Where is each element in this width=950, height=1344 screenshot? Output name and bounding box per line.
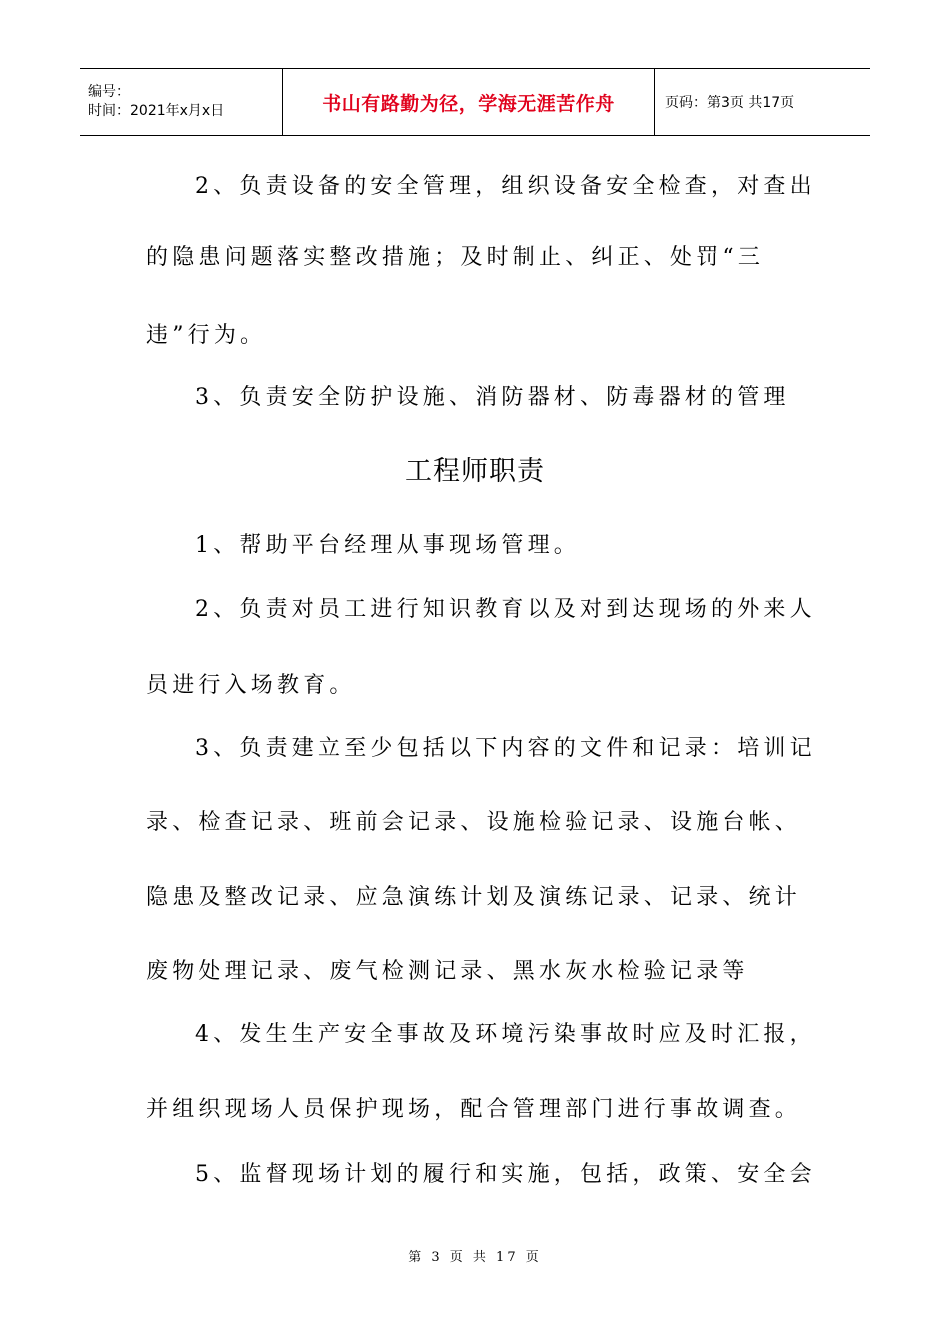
- paragraph-line: 废物处理记录、废气检测记录、黑水灰水检验记录等: [146, 959, 749, 984]
- paragraph-line: 3、负责安全防护设施、消防器材、防毒器材的管理: [195, 385, 790, 410]
- header-slogan: 书山有路勤为径，学海无涯苦作舟: [283, 69, 655, 135]
- header-meta: [80, 69, 283, 135]
- section-title: 工程师职责: [405, 456, 545, 487]
- paragraph-line: 2、负责对员工进行知识教育以及对到达现场的外来人: [195, 597, 816, 622]
- header-page-number: 页码：第3页 共17页: [665, 95, 795, 111]
- paragraph-line: 的隐患问题落实整改措施；及时制止、纠正、处罚“三: [146, 245, 765, 270]
- paragraph-line: 1、帮助平台经理从事现场管理。: [195, 533, 580, 558]
- document-code-label: 编号：: [88, 84, 130, 100]
- paragraph-line: 5、监督现场计划的履行和实施，包括，政策、安全会: [195, 1162, 816, 1187]
- paragraph-line: 并组织现场人员保护现场，配合管理部门进行事故调查。: [146, 1097, 802, 1122]
- paragraph-line: 违”行为。: [146, 323, 267, 348]
- paragraph-line: 3、负责建立至少包括以下内容的文件和记录：培训记: [195, 736, 816, 761]
- paragraph-line: 4、发生生产安全事故及环境污染事故时应及时汇报，: [195, 1022, 816, 1047]
- paragraph-line: 2、负责设备的安全管理，组织设备安全检查，对查出: [195, 174, 816, 199]
- paragraph-line: 员进行入场教育。: [146, 673, 356, 698]
- page-footer: 第 3 页 共 17 页: [408, 1250, 542, 1265]
- document-date: 时间：2021年x月x日: [88, 103, 225, 119]
- page-header: [80, 68, 870, 136]
- paragraph-line: 隐患及整改记录、应急演练计划及演练记录、记录、统计: [146, 885, 802, 910]
- paragraph-line: 录、检查记录、班前会记录、设施检验记录、设施台帐、: [146, 810, 802, 835]
